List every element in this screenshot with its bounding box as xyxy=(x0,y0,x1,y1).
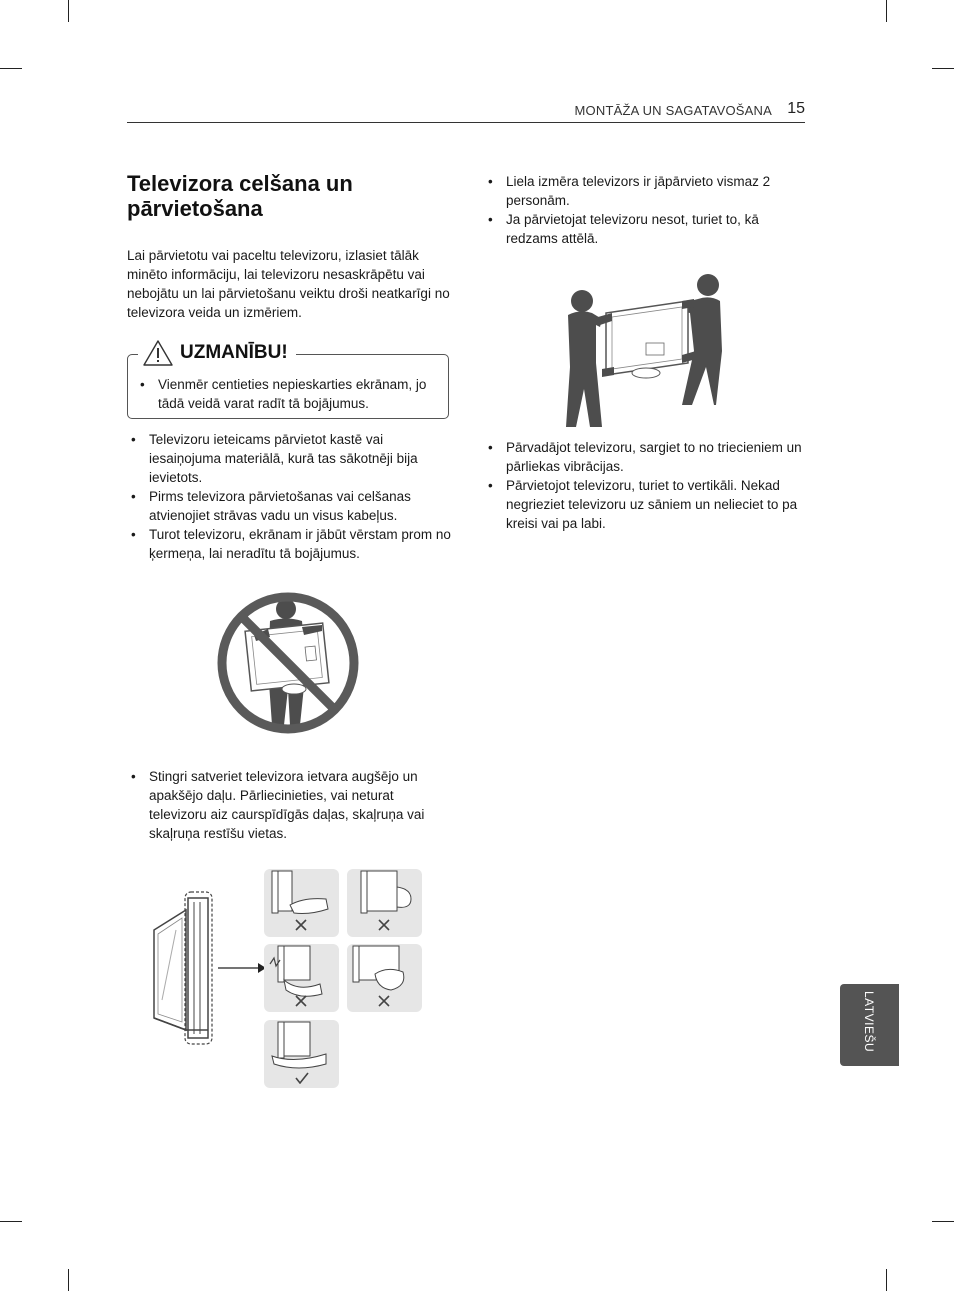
list-item: • Pārvietojot televizoru, turiet to vertikāli. Nekad negrieziet televizoru uz sāniem un nelieciet to pa kreisi vai pa labi. xyxy=(484,476,809,533)
list-item: • Liela izmēra televizors ir jāpārvieto vismaz 2 personām. xyxy=(484,172,809,210)
crop-mark xyxy=(0,68,22,69)
bullet-list-left-2 xyxy=(127,767,452,843)
section-title: MONTĀŽA UN SAGATAVOŠANA xyxy=(574,103,772,118)
bullet-list-right-1 xyxy=(484,172,809,248)
list-item: • Turot televizoru, ekrānam ir jābūt vērstam prom no ķermeņa, lai neradītu tā bojājumus. xyxy=(127,525,452,563)
list-item: • Vienmēr centieties nepieskarties ekrānam, jo tādā veidā varat radīt tā bojājumus. xyxy=(136,375,436,413)
warning-triangle-icon xyxy=(142,339,174,367)
grip-tile-correct xyxy=(264,1020,339,1088)
page-number: 15 xyxy=(787,100,805,117)
crop-mark xyxy=(886,0,887,22)
page-header xyxy=(127,100,805,123)
two-person-carry-illustration xyxy=(562,271,728,429)
list-item: • Pirms televizora pārvietošanas vai celšanas atvienojiet strāvas vadu un visus kabeļus. xyxy=(127,487,452,525)
crop-mark xyxy=(0,1221,22,1222)
crop-mark xyxy=(886,1269,887,1291)
grip-tile-wrong-4 xyxy=(347,944,422,1012)
caution-list xyxy=(136,375,436,413)
caution-title xyxy=(138,338,296,368)
x-mark-icon xyxy=(295,995,307,1007)
tv-side-view-illustration xyxy=(148,890,268,1048)
check-mark-icon xyxy=(295,1072,309,1084)
prohibited-carry-illustration xyxy=(214,589,362,737)
crop-mark xyxy=(932,1221,954,1222)
crop-mark xyxy=(932,68,954,69)
list-item: • Ja pārvietojat televizoru nesot, turiet to, kā redzams attēlā. xyxy=(484,210,809,248)
caution-title-text: UZMANĪBU! xyxy=(180,342,288,363)
language-tab-label: LATVIEŠU xyxy=(862,991,876,1053)
grip-tile-wrong-1 xyxy=(264,869,339,937)
x-mark-icon xyxy=(378,919,390,931)
bullet-list-left-1 xyxy=(127,430,452,563)
grip-tile-wrong-3 xyxy=(264,944,339,1012)
caution-box xyxy=(127,342,449,419)
page-title: Televizora celšana un pārvietošana xyxy=(127,171,353,221)
list-item: • Pārvadājot televizoru, sargiet to no triecieniem un pārliekas vibrācijas. xyxy=(484,438,809,476)
x-mark-icon xyxy=(378,995,390,1007)
grip-tile-wrong-2 xyxy=(347,869,422,937)
language-tab xyxy=(840,984,899,1066)
list-item: • Televizoru ieteicams pārvietot kastē vai iesaiņojuma materiālā, kurā tas sākotnēji bija ievietots. xyxy=(127,430,452,487)
bullet-list-right-2 xyxy=(484,438,809,533)
x-mark-icon xyxy=(295,919,307,931)
list-item: • Stingri satveriet televizora ietvara augšējo un apakšējo daļu. Pārliecinieties, vai neturat televizoru aiz caurspīdīgās daļas, skaļruņa vai skaļruņa restīšu vietas. xyxy=(127,767,452,843)
crop-mark xyxy=(68,1269,69,1291)
crop-mark xyxy=(68,0,69,22)
intro-paragraph: Lai pārvietotu vai paceltu televizoru, izlasiet tālāk minēto informāciju, lai televizoru nesaskrāpētu vai nebojātu un lai pārvietošanu veiktu droši neatkarīgi no televizora veida un izmēriem. xyxy=(127,248,450,320)
